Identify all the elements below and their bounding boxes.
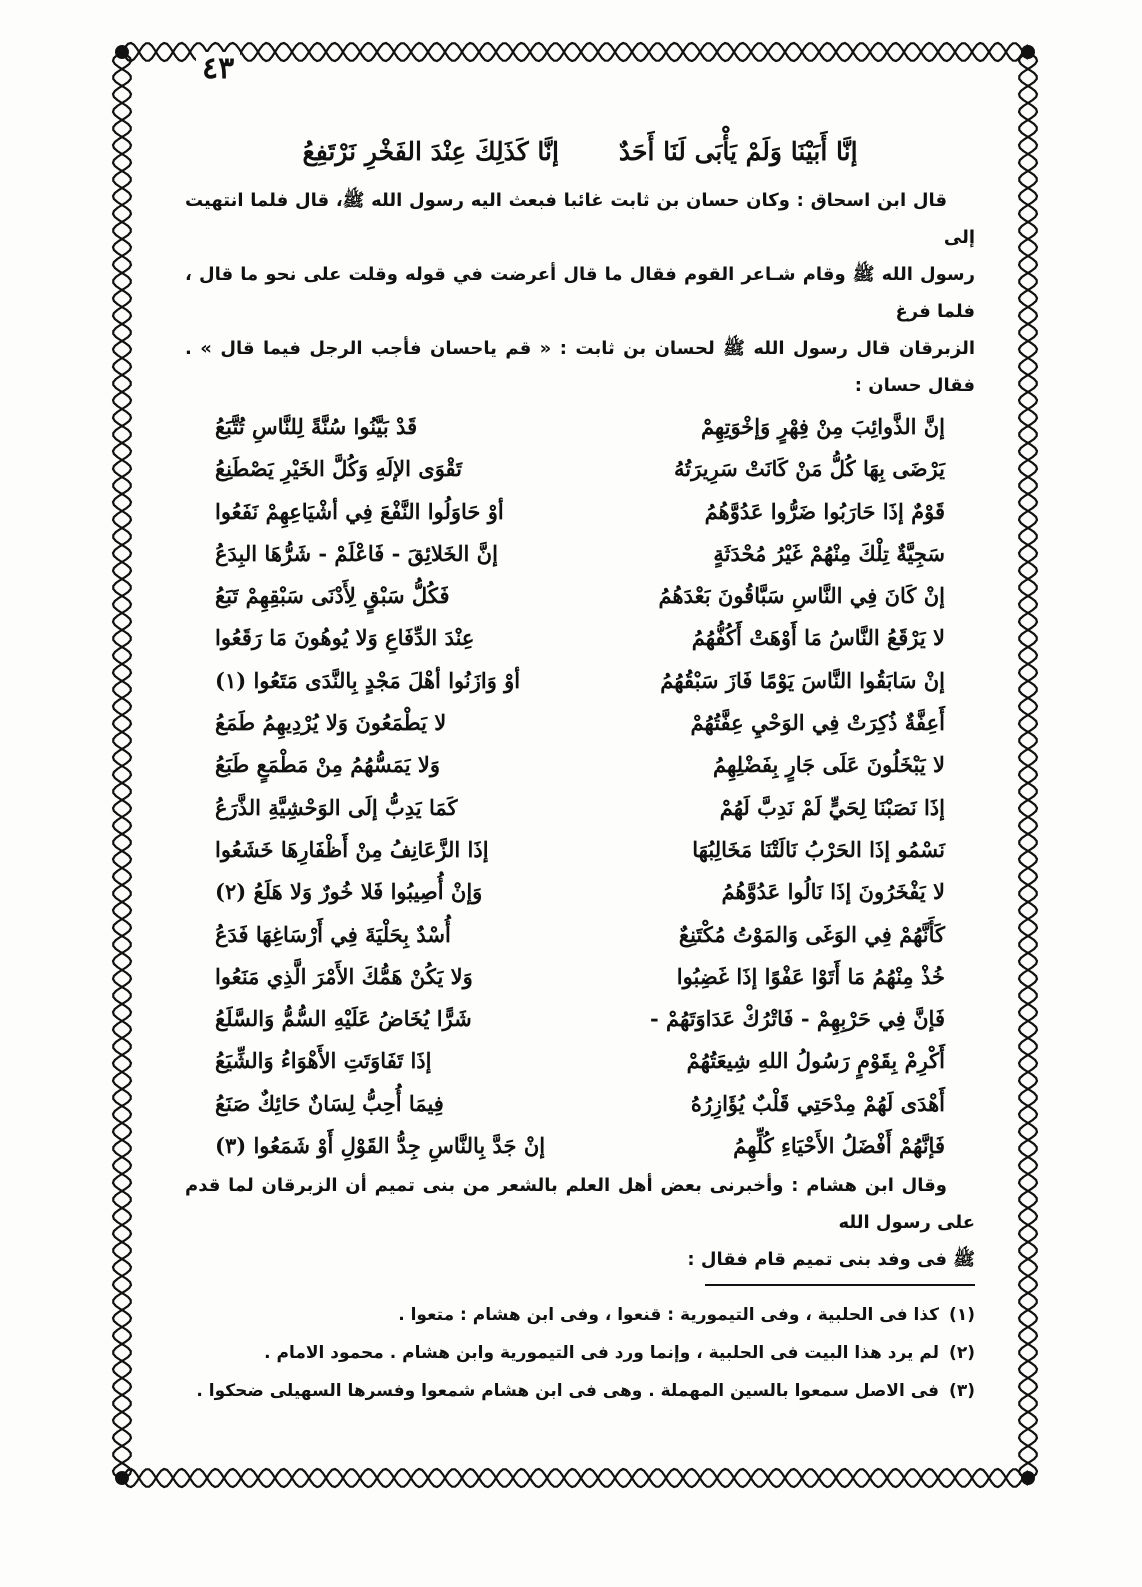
intro-line: قال ابن اسحاق : وكان حسان بن ثابت غائبا فبعث اليه رسول الله ﷺ، قال فلما انتهيت إلى — [185, 190, 975, 248]
verse-first-hemistich: أَهْدَى لَهُمْ مِدْحَتِي قَلْبٌ يُؤَازِرُهُ — [690, 1090, 945, 1116]
verse-second-hemistich: عِنْدَ الدِّفَاعِ وَلا يُوهُونَ مَا رَقَعُوا — [215, 625, 475, 651]
verse-second-hemistich: كَمَا يَدِبُّ إلَى الوَحْشِيَّةِ الذَّرَعُ — [215, 794, 458, 820]
footnote-number: (١) — [949, 1305, 975, 1326]
closing-line: ﷺ فى وفد بنى تميم قام فقال : — [687, 1249, 975, 1271]
poem-verse — [215, 956, 945, 998]
footnote — [185, 1334, 975, 1372]
verse-first-hemistich: سَجِيَّةٌ تِلْكَ مِنْهُمْ غَيْرُ مُحْدَثَةٍ — [713, 540, 945, 566]
poem-verse — [215, 744, 945, 786]
poem-verse — [215, 829, 945, 871]
poem-verse — [215, 1083, 945, 1125]
verse-second-hemistich: تَقْوَى الإلَهِ وَكُلَّ الخَيْرِ يَصْطَنِعُ — [215, 456, 463, 482]
poem-verse — [215, 1125, 945, 1167]
page-number: ٤٣ — [196, 52, 240, 86]
footnotes — [185, 1296, 975, 1410]
verse-first-hemistich: إنْ كَانَ فِي النَّاسِ سَبَّاقُونَ بَعْدَهُمُ — [658, 583, 945, 609]
verse-first-hemistich: إنَّ الذَّوائِبَ مِنْ فِهْرٍ وَإخْوَتِهِمْ — [700, 414, 945, 439]
poem-verse — [215, 660, 945, 702]
verse-second-hemistich: أوْ وَازَنُوا أهْلَ مَجْدٍ بِالنَّدَى مَتَعُوا (١) — [215, 667, 521, 693]
verse-second-hemistich: أوْ حَاوَلُوا النَّفْعَ فِي أشْيَاعِهِمْ نَفَعُوا — [215, 498, 504, 524]
footnote-number: (٣) — [949, 1381, 975, 1402]
poem — [215, 406, 945, 1167]
verse-first-hemistich: لا يَبْخَلُونَ عَلَى جَارٍ بِفَضْلِهِمُ — [713, 752, 945, 778]
footnote-text: لم يرد هذا البيت فى الحلبية ، وإنما ورد فى التيمورية وابن هشام . محمود الامام . — [264, 1343, 940, 1364]
verse-second-hemistich: قَدْ بَيَّنُوا سُنَّةً لِلنَّاسِ تُتَّبَعُ — [215, 414, 418, 439]
verse-first-hemistich: لا يَفْخَرُونَ إذَا نَالُوا عَدُوَّهُمُ — [721, 879, 945, 905]
verse-first-hemistich: أَعِفَّةٌ ذُكِرَتْ فِي الوَحْيِ عِفَّتُهُمْ — [690, 710, 945, 736]
poem-verse — [215, 702, 945, 744]
verse-second-hemistich: وَلا يَمَسُّهُمُ مِنْ مَطْمَعٍ طَبَعُ — [215, 752, 440, 778]
footnote-text: كذا فى الحلبية ، وفى التيمورية : قنعوا ، وفى ابن هشام : متعوا . — [398, 1305, 940, 1326]
poem-verse — [215, 1040, 945, 1082]
verse-first-hemistich: أَكْرِمْ بِقَوْمٍ رَسُولُ اللهِ شِيعَتُهُمْ — [686, 1048, 945, 1074]
opening-verse-first-hemistich: إنَّا أَبَيْنَا وَلَمْ يَأْبَى لَنَا أَحَدٌ — [618, 137, 858, 166]
verse-first-hemistich: نَسْمُو إذَا الحَرْبُ نَالَتْنَا مَخَالِبُهَا — [692, 836, 945, 862]
verse-second-hemistich: إذَا الزَّعَانِفُ مِنْ أَظْفَارِهَا خَشَعُوا — [215, 836, 489, 862]
poem-verse — [215, 998, 945, 1040]
verse-first-hemistich: لا يَرْقَعُ النَّاسُ مَا أَوْهَتْ أَكُفُّهُمُ — [691, 625, 945, 651]
verse-first-hemistich: فَإنَّهُمْ أَفْضَلُ الأَحْيَاءِ كُلِّهِمُ — [733, 1133, 945, 1159]
intro-line: الزبرقان قال رسول الله ﷺ لحسان بن ثابت : « قم ياحسان فأجب الرجل فيما قال » . فقال حسان : — [185, 338, 975, 396]
verse-first-hemistich: فَإنَّ فِي حَرْبِهِمْ - فَاتْرُكْ عَدَاوَتَهُمْ - — [650, 1006, 945, 1032]
closing-line: وقال ابن هشام : وأخبرنى بعض أهل العلم بالشعر من بنى تميم أن الزبرقان لما قدم على رسول الله — [185, 1175, 975, 1234]
verse-first-hemistich: إذَا نَصَبْنَا لِحَيٍّ لَمْ نَدِبَّ لَهُمْ — [719, 794, 945, 820]
verse-first-hemistich: إنْ سَابَقُوا النَّاسَ يَوْمًا فَازَ سَبْقُهُمُ — [660, 667, 945, 693]
verse-second-hemistich: إذَا تَفَاوَتَتِ الأَهْوَاءُ وَالشِّيَعُ — [215, 1048, 432, 1074]
verse-first-hemistich: يَرْضَى بِهَا كُلُّ مَنْ كَانَتْ سَرِيرَتُهُ — [674, 456, 945, 482]
verse-second-hemistich: فَكُلُّ سَبْقٍ لِأَدْنَى سَبْقِهِمْ تَبَعُ — [215, 583, 450, 609]
verse-first-hemistich: خُذْ مِنْهُمُ مَا أَتَوْا عَفْوًا إذَا غَضِبُوا — [676, 963, 945, 989]
verse-second-hemistich: إنَّ الخَلائِقَ - فَاعْلَمْ - شَرُّهَا البِدَعُ — [215, 540, 498, 566]
verse-first-hemistich: قَوْمٌ إذَا حَارَبُوا ضَرُّوا عَدُوَّهُمُ — [704, 498, 945, 524]
verse-second-hemistich: لا يَطْمَعُونَ وَلا يُرْدِيهِمُ طَمَعُ — [215, 710, 447, 736]
poem-verse — [215, 533, 945, 575]
footnote — [185, 1296, 975, 1334]
poem-verse — [215, 491, 945, 533]
verse-second-hemistich: وَلا يَكُنْ هَمُّكَ الأَمْرَ الَّذِي مَنَعُوا — [215, 963, 473, 989]
footnote-text: فى الاصل سمعوا بالسين المهملة . وهى فى ابن هشام شمعوا وفسرها السهيلى ضحكوا . — [196, 1381, 940, 1402]
poem-verse — [215, 406, 945, 448]
verse-second-hemistich: فِيمَا أُحِبُّ لِسَانٌ حَائِكٌ صَنَعُ — [215, 1090, 444, 1116]
footnote-rule — [705, 1284, 975, 1286]
poem-verse — [215, 617, 945, 659]
intro-line: رسول الله ﷺ وقام شـاعر القوم فقال ما قال أعرضت في قوله وقلت على نحو ما قال ، فلما فرغ — [185, 264, 975, 322]
verse-first-hemistich: كَأَنَّهُمْ فِي الوَغَى وَالمَوْتُ مُكْتَنِعٌ — [678, 921, 945, 947]
verse-second-hemistich: شَرًّا يُخَاضُ عَلَيْهِ السُّمُّ وَالسَّلَعُ — [215, 1006, 472, 1032]
verse-second-hemistich: وَإنْ أُصِيبُوا فَلا خُورٌ وَلا هَلَعُ (٢) — [215, 879, 483, 905]
poem-verse — [215, 575, 945, 617]
poem-verse — [215, 914, 945, 956]
poem-verse — [215, 871, 945, 913]
page-body — [185, 130, 975, 1410]
poem-verse — [215, 448, 945, 490]
opening-verse — [185, 130, 975, 174]
footnote — [185, 1372, 975, 1410]
footnote-number: (٢) — [949, 1343, 975, 1364]
opening-verse-second-hemistich: إنَّا كَذَلِكَ عِنْدَ الفَخْرِ نَرْتَفِعُ — [302, 137, 559, 166]
verse-second-hemistich: أُسْدٌ بِحَلْيَةَ فِي أَرْسَاغِهَا فَدَعُ — [215, 921, 451, 947]
verse-second-hemistich: إنْ جَدَّ بِالنَّاسِ جِدُّ القَوْلِ أَوْ شَمَعُوا (٣) — [215, 1133, 546, 1159]
poem-verse — [215, 787, 945, 829]
